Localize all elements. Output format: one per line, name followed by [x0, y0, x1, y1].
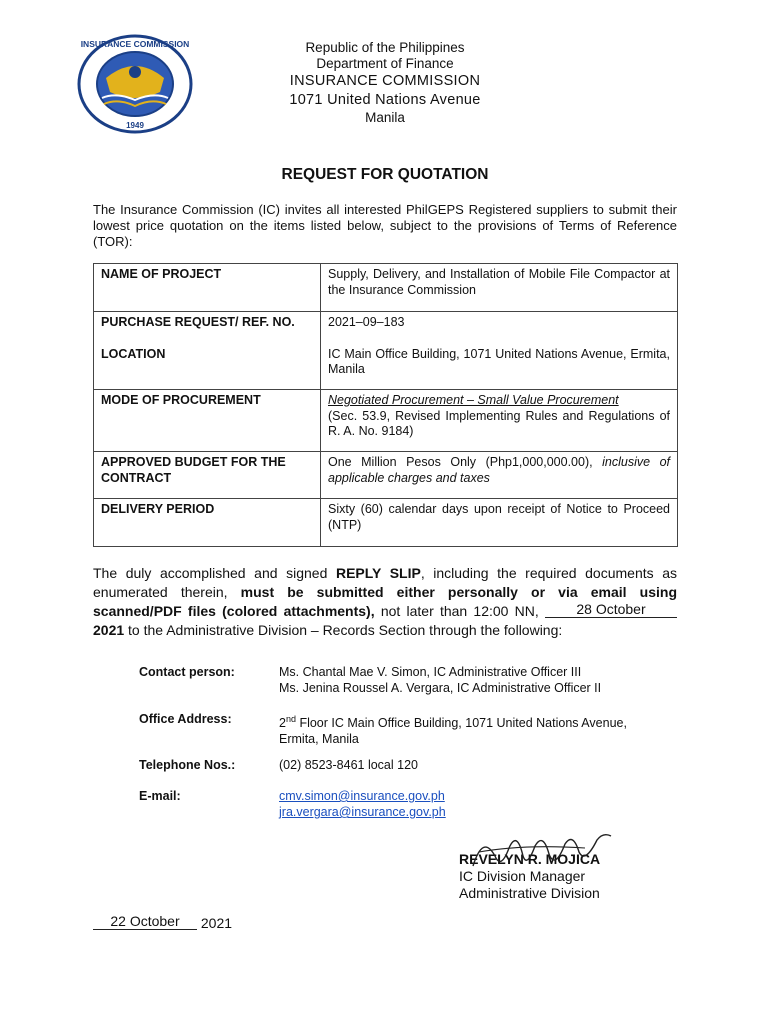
- signatory-name: REVELYN R. MOJICA: [459, 851, 601, 867]
- contact-person-value: [279, 664, 679, 696]
- submission-text-3: not later than 12:00 NN,: [374, 603, 545, 619]
- email-label: E-mail:: [139, 789, 181, 803]
- header-department: Department of Finance: [316, 56, 454, 71]
- signatory-title: IC Division Manager: [459, 868, 586, 884]
- submission-text-2: , including the required documents as enumerated therein,: [93, 565, 677, 600]
- submission-requirement-bold: must be submitted either personally or via email using scanned/PDF files (colored attachments),: [93, 584, 677, 619]
- reply-slip-bold: REPLY SLIP: [335, 565, 421, 581]
- value-mode: [321, 390, 678, 452]
- insurance-commission-seal: [76, 34, 194, 134]
- table-row-mode: [94, 390, 678, 452]
- office-address-line2: Ermita, Manila: [279, 732, 359, 747]
- value-purchase: 2021–09–183: [321, 312, 678, 344]
- label-purchase: PURCHASE REQUEST/ REF. NO.: [94, 312, 321, 344]
- value-delivery: Sixty (60) calendar days upon receipt of Notice to Proceed (NTP): [321, 499, 678, 547]
- office-address-label: Office Address:: [139, 712, 232, 726]
- table-row-budget: [94, 452, 678, 499]
- letterhead: [200, 40, 570, 126]
- deadline-year: 2021: [93, 622, 125, 638]
- email-link-vergara[interactable]: jra.vergara@insurance.gov.ph: [279, 805, 446, 819]
- header-address: 1071 United Nations Avenue: [289, 92, 481, 108]
- value-project: Supply, Delivery, and Installation of Mobile File Compactor at the Insurance Commission: [321, 264, 678, 312]
- table-row-purchase: [94, 312, 678, 344]
- mode-rest: (Sec. 53.9, Revised Implementing Rules and Regulations of R. A. No. 9184): [328, 408, 670, 438]
- terms-table: [93, 263, 678, 547]
- value-location: IC Main Office Building, 1071 United Nations Avenue, Ermita, Manila: [321, 344, 678, 390]
- telephone-value: (02) 8523-8461 local 120: [279, 758, 418, 772]
- email-values: [279, 788, 679, 820]
- seal-year: 1949: [126, 121, 144, 130]
- label-project: NAME OF PROJECT: [94, 264, 321, 312]
- label-location: LOCATION: [94, 344, 321, 390]
- submission-paragraph: [93, 564, 677, 640]
- contact-person-2: Ms. Jenina Roussel A. Vergara, IC Administrative Officer II: [279, 681, 602, 695]
- seal-ring-text: INSURANCE COMMISSION: [80, 39, 190, 49]
- office-address-line1: Floor IC Main Office Building, 1071 United Nations Avenue,: [295, 716, 627, 731]
- issue-date: [93, 915, 232, 932]
- mode-underlined: Negotiated Procurement – Small Value Procurement: [328, 393, 619, 407]
- submission-text-4: to the Administrative Division – Records Section through the following:: [124, 622, 563, 638]
- table-row-delivery: [94, 499, 678, 547]
- issue-date-year: 2021: [200, 915, 233, 931]
- document-title: REQUEST FOR QUOTATION: [281, 166, 489, 183]
- label-delivery: DELIVERY PERIOD: [94, 499, 321, 547]
- office-address-value: [279, 711, 679, 747]
- deadline-date-field: 28 October: [545, 602, 677, 618]
- table-row-location: [94, 344, 678, 390]
- table-row-project: [94, 264, 678, 312]
- label-budget: APPROVED BUDGET FOR THE CONTRACT: [94, 452, 321, 499]
- telephone-label: Telephone Nos.:: [139, 758, 236, 772]
- budget-italic: inclusive of applicable charges and taxes: [328, 455, 670, 485]
- submission-text-1: The duly accomplished and signed: [93, 565, 336, 581]
- handwritten-signature: [465, 826, 615, 878]
- header-country: Republic of the Philippines: [305, 40, 465, 55]
- email-link-simon[interactable]: cmv.simon@insurance.gov.ph: [279, 789, 445, 803]
- label-mode: MODE OF PROCUREMENT: [94, 390, 321, 452]
- office-floor-suffix: nd: [285, 714, 296, 724]
- header-city: Manila: [365, 110, 405, 125]
- header-organization: INSURANCE COMMISSION: [289, 73, 481, 89]
- contact-person-label: Contact person:: [139, 665, 235, 679]
- value-budget: [321, 452, 678, 499]
- office-floor-number: 2: [279, 716, 286, 731]
- contact-person-1: Ms. Chantal Mae V. Simon, IC Administrative Officer III: [279, 665, 582, 679]
- budget-plain: One Million Pesos Only (Php1,000,000.00),: [328, 455, 603, 469]
- intro-paragraph: The Insurance Commission (IC) invites all interested PhilGEPS Registered suppliers to submit their lowest price quotation on the items listed below, subject to the provisions of Terms of Reference (TOR):: [93, 202, 677, 249]
- issue-date-field: 22 October: [93, 914, 197, 930]
- signatory-division: Administrative Division: [459, 885, 600, 901]
